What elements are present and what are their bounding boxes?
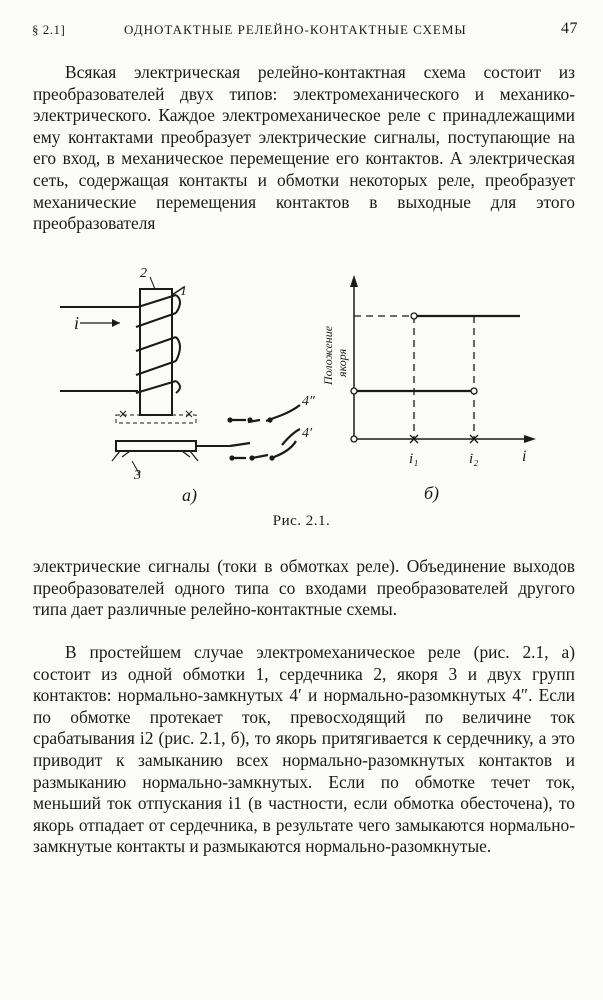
label-winding-1: 1 [180,284,187,299]
paragraph-relay-description: В простейшем случае электромеханическое реле (рис. 2.1, а) состоит из одной обмотки 1, сердечника 2, якоря 3 и двух групп контактов: нормально-замкнутых 4′ и нормально-разомкнутых 4″. Если по обмотке протекает ток, превосходящий по величине ток срабатывания i2 (рис. 2.1, б), то якорь притягивается к сердечнику, а это приводит к замыканию всех нормально-разомкнутых контактов и размыканию нормально-замкнутых. Если по обмотке течет ток, меньший ток отпускания i1 (в частности, если обмотка обесточена), то якорь отпадает от сердечника, в результате чего замыкаются нормально-замкнутые контакты и размыкаются нормально-разомкнутые. [33,642,575,857]
running-header [32,20,580,42]
x-axis-arrow [524,435,536,443]
relay-diagram [60,266,315,505]
label-subfigure-b: б) [424,483,440,503]
page-number: 47 [561,20,578,37]
y-axis-label-line1: Положение [321,325,335,385]
armature [116,441,196,451]
input-arrow-head [112,319,120,327]
running-title: ОДНОТАКТНЫЕ РЕЛЕЙНО-КОНТАКТНЫЕ СХЕМЫ [124,22,467,37]
label-current-i: i [74,313,80,333]
relay-core [140,289,172,415]
tick-i1: i₁ [409,451,419,467]
tick-i2: i₂ [469,451,479,467]
section-number: § 2.1] [32,22,66,37]
label-contacts-4p: 4′ [302,426,313,441]
armature-attracted [116,415,196,423]
figure-2-1 [60,265,540,505]
relay-winding [136,295,176,393]
paragraph-continued: электрические сигналы (токи в обмотках реле). Объединение выходов преобразователей одного типа со входами преобразователей другого типа дает различные релейно-контактные схемы. [33,556,575,620]
label-core-2: 2 [140,266,147,281]
hysteresis-plot [321,275,536,504]
contacts-normally-open [227,394,315,423]
x-axis-label: i [522,448,527,465]
label-subfigure-a: а) [182,485,197,505]
contacts-normally-closed [229,426,313,461]
y-axis-arrow [350,275,358,287]
y-axis-label-line2: якоря [335,348,349,377]
paragraph-intro: Всякая электрическая релейно-контактная схема состоит из преобразователей двух типов: электромеханического и механико-электрического. Каждое электромеханическое реле с принадлежащими ему контактами преобразует электрические сигналы, поступающие на его вход, в механическое перемещение его контактов. А электрическая сеть, содержащая контакты и обмотки некоторых реле, преобразует механические перемещения контактов в выходные для этого преобразователя [33,62,575,234]
label-contacts-4pp: 4″ [302,394,315,409]
label-armature-3: 3 [134,468,141,483]
figure-caption: Рис. 2.1. [272,513,331,529]
